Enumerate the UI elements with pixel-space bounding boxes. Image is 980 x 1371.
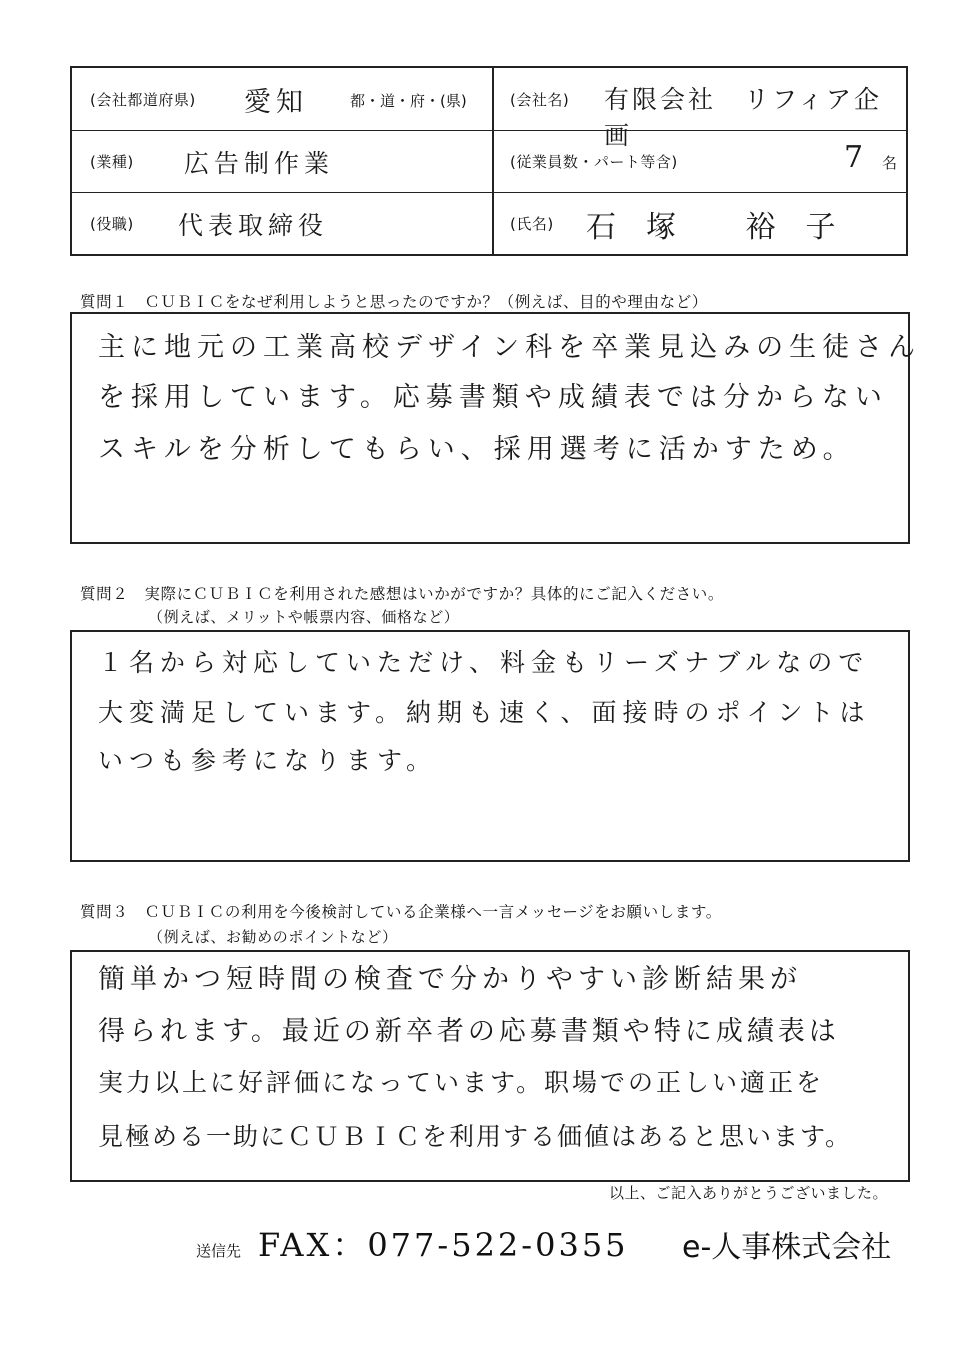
company-value: 有限会社 リフィア企画 — [604, 85, 883, 150]
position-label: (役職) — [90, 215, 134, 233]
closing-thanks: 以上、ご記入ありがとうございました。 — [608, 1184, 888, 1202]
employees-label: (従業員数・パート等含) — [510, 153, 678, 171]
question-3-heading: 質問３ ＣＵＢＩＣの利用を今後検討している企業様へ一言メッセージをお願いします。 — [80, 903, 722, 921]
industry-label: (業種) — [90, 153, 134, 171]
question-3-hint: （例えば、お勧めのポイントなど） — [148, 928, 398, 946]
position-cell — [72, 192, 494, 254]
industry-value: 広告制作業 — [184, 149, 335, 178]
name-value: 石塚 裕子 — [586, 210, 866, 245]
answer-line: １名から対応していただけ、料金もリーズナブルなので — [98, 648, 870, 677]
name-cell — [494, 192, 908, 254]
answer-line: 得られます。最近の新卒者の応募書類や特に成績表は — [98, 1016, 840, 1047]
question-2-heading: 質問２ 実際にＣＵＢＩＣを利用された感想はいかがですか？具体的にご記入ください。 — [80, 585, 725, 603]
prefecture-cell — [72, 68, 494, 130]
name-label: (氏名) — [510, 215, 554, 233]
answer-line: 見極める一助にＣＵＢＩＣを利用する価値はあると思います。 — [98, 1122, 853, 1151]
question-2-hint: （例えば、メリットや帳票内容、価格など） — [148, 608, 460, 626]
answer-line: 簡単かつ短時間の検査で分かりやすい診断結果が — [98, 964, 802, 995]
respondent-info-table — [70, 66, 908, 256]
info-row-3 — [72, 192, 906, 254]
question-1-heading: 質問１ ＣＵＢＩＣをなぜ利用しようと思ったのですか？（例えば、目的や理由など） — [80, 293, 708, 311]
question-3-answer-box — [70, 950, 910, 1182]
fax-destination-label: 送信先 — [196, 1242, 242, 1260]
answer-line: スキルを分析してもらい、採用選考に活かすため。 — [98, 434, 856, 465]
employees-unit: 名 — [882, 154, 898, 172]
fax-number: FAX：077-522-0355 — [258, 1226, 629, 1264]
prefecture-label: (会社都道府県) — [90, 91, 196, 109]
answer-line: を採用しています。応募書類や成績表では分からない — [98, 382, 888, 413]
info-row-2 — [72, 130, 906, 193]
answer-line: 実力以上に好評価になっています。职場での正しい適正を — [98, 1068, 825, 1097]
employees-value: 7 — [844, 140, 869, 175]
answer-line: 主に地元の工業高校デザイン科を卒業見込みの生徒さん — [98, 332, 922, 363]
info-row-1 — [72, 68, 906, 150]
company-label: (会社名) — [510, 91, 570, 109]
employees-cell — [494, 130, 908, 192]
prefecture-value: 愛知 — [244, 87, 308, 118]
company-cell — [494, 68, 908, 150]
question-1-answer-box — [70, 312, 922, 544]
answer-line: いつも参考になります。 — [98, 746, 438, 775]
answer-line: 大変満足しています。納期も速く、面接時のポイントは — [98, 698, 871, 727]
industry-cell — [72, 130, 494, 192]
recipient-company: e-人事株式会社 — [682, 1230, 892, 1265]
question-2-answer-box — [70, 630, 910, 862]
position-value: 代表取締役 — [178, 211, 329, 240]
prefecture-suffix: 都・道・府・(県) — [350, 92, 467, 110]
